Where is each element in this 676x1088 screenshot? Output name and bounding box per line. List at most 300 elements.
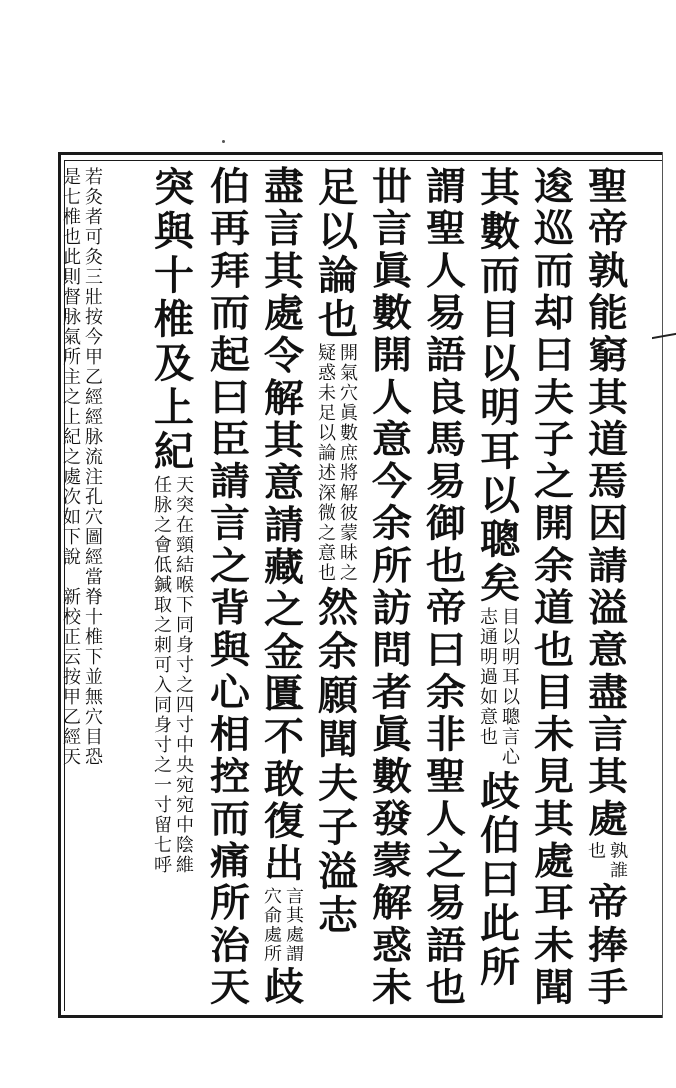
main-char: 易	[426, 459, 466, 505]
main-char: 謂	[426, 164, 466, 210]
note-char: 志	[480, 607, 498, 628]
note-char: 如	[480, 687, 498, 708]
note-char: 圖	[85, 527, 103, 548]
note-char: 椎	[85, 627, 103, 648]
note-char: 處	[264, 925, 282, 946]
note-char: 天	[176, 475, 194, 496]
note-char: 脉	[85, 427, 103, 448]
note-char: 寸	[154, 795, 172, 816]
commentary-line	[317, 344, 337, 584]
note-char: 解	[340, 483, 358, 504]
main-char: 請	[588, 543, 628, 589]
main-char: 言	[588, 712, 628, 758]
main-char: 盡	[588, 669, 628, 715]
main-char: 也	[534, 627, 574, 673]
note-char: 中	[176, 815, 194, 836]
main-char: 余	[318, 628, 358, 675]
main-char: 解	[372, 880, 412, 926]
note-char: 乙	[85, 367, 103, 388]
main-char: 上	[154, 384, 194, 431]
main-char: 問	[372, 627, 412, 673]
note-char: 脉	[154, 495, 172, 516]
note-char: 身	[154, 715, 172, 736]
main-char: 矣	[480, 560, 520, 607]
note-char: 喉	[176, 575, 194, 596]
main-char: 也	[318, 296, 358, 343]
commentary-line	[62, 168, 82, 768]
note-char: 寸	[176, 715, 194, 736]
note-char: 氣	[63, 327, 81, 348]
main-text-segment	[369, 166, 415, 1009]
main-char: 請	[210, 459, 250, 505]
note-char: 以	[318, 423, 336, 444]
main-char: 以	[480, 472, 520, 519]
main-char: 蒙	[372, 838, 412, 884]
main-char: 開	[372, 332, 412, 378]
note-char: 以	[502, 627, 520, 648]
note-char: 宛	[176, 795, 194, 816]
main-char: 余	[372, 501, 412, 547]
note-char: 者	[85, 207, 103, 228]
note-char: 也	[588, 841, 606, 862]
main-char: 請	[264, 502, 304, 548]
note-char: 意	[480, 707, 498, 728]
main-char: 聞	[534, 964, 574, 1010]
main-char: 耳	[534, 880, 574, 926]
text-column	[585, 166, 631, 1009]
note-char: 意	[318, 543, 336, 564]
main-char: 聞	[318, 716, 358, 763]
main-char: 數	[480, 208, 520, 255]
main-char: 椎	[154, 296, 194, 343]
main-char: 足	[318, 164, 358, 211]
note-char: 灸	[85, 187, 103, 208]
main-char: 盡	[264, 164, 304, 210]
main-char: 孰	[588, 248, 628, 294]
commentary-block	[153, 476, 195, 876]
main-text-segment	[315, 586, 361, 938]
main-char: 其	[264, 418, 304, 464]
main-char: 其	[534, 796, 574, 842]
note-char: 取	[154, 595, 172, 616]
note-char: 無	[85, 687, 103, 708]
main-char: 曰	[480, 856, 520, 903]
note-char: 也	[63, 227, 81, 248]
main-char: 因	[588, 501, 628, 547]
main-char: 相	[210, 712, 250, 758]
main-char: 明	[480, 384, 520, 431]
note-char: 注	[85, 467, 103, 488]
note-char: 結	[176, 555, 194, 576]
note-char: 低	[154, 555, 172, 576]
main-char: 道	[534, 585, 574, 631]
main-char: 耳	[480, 428, 520, 475]
main-char: 手	[588, 964, 628, 1010]
main-char: 歧	[264, 964, 304, 1010]
main-char: 之	[264, 587, 304, 633]
main-char: 與	[210, 627, 250, 673]
text-column	[315, 166, 361, 938]
main-char: 今	[372, 459, 412, 505]
main-char: 丗	[372, 164, 412, 210]
note-char: 謂	[286, 944, 304, 965]
note-char: 下	[176, 595, 194, 616]
main-char: 而	[480, 252, 520, 299]
main-char: 捧	[588, 922, 628, 968]
note-char: 恐	[85, 747, 103, 768]
main-char: 馬	[426, 416, 466, 463]
main-char: 天	[210, 964, 250, 1010]
main-char: 而	[210, 290, 250, 336]
note-char: 過	[480, 667, 498, 688]
main-char: 良	[426, 374, 466, 420]
main-char: 伯	[480, 812, 520, 859]
note-char: 之	[154, 515, 172, 536]
note-char: 在	[176, 515, 194, 536]
main-char: 言	[210, 501, 250, 547]
note-char: 身	[176, 635, 194, 656]
main-char: 意	[372, 416, 412, 463]
main-char: 控	[210, 754, 250, 800]
main-char: 焉	[588, 459, 628, 505]
main-char: 與	[154, 208, 194, 255]
note-char: 呼	[154, 855, 172, 876]
note-char: 新	[63, 587, 81, 608]
main-char: 所	[372, 543, 412, 589]
note-char: 下	[85, 647, 103, 668]
main-char: 處	[588, 796, 628, 842]
main-char: 其	[480, 164, 520, 211]
main-char: 余	[534, 543, 574, 589]
note-char: 如	[63, 507, 81, 528]
main-char: 其	[588, 754, 628, 800]
note-char: 同	[176, 615, 194, 636]
commentary-line	[153, 476, 173, 876]
main-char: 願	[318, 672, 358, 719]
note-char: 將	[340, 463, 358, 484]
note-char: 十	[85, 607, 103, 628]
main-char: 目	[534, 669, 574, 715]
main-char: 此	[480, 900, 520, 947]
main-char: 十	[154, 252, 194, 299]
note-char: 督	[63, 287, 81, 308]
commentary-line	[285, 888, 305, 965]
main-char: 而	[210, 796, 250, 842]
note-char: 目	[502, 607, 520, 628]
note-char: 言	[286, 886, 304, 907]
note-char: 正	[63, 627, 81, 648]
note-char: 耳	[502, 667, 520, 688]
note-char: 若	[85, 167, 103, 188]
note-char: 眞	[340, 403, 358, 424]
note-char: 云	[63, 647, 81, 668]
note-char: 之	[154, 615, 172, 636]
main-char: 歧	[480, 768, 520, 815]
note-char: 此	[63, 247, 81, 268]
main-char: 以	[318, 208, 358, 255]
note-char: 氣	[340, 363, 358, 384]
main-char: 所	[210, 880, 250, 926]
note-char: 以	[502, 687, 520, 708]
main-char: 却	[534, 290, 574, 336]
note-char: 留	[154, 815, 172, 836]
note-char: 維	[176, 855, 194, 876]
main-char: 眞	[372, 248, 412, 294]
note-char: 下	[63, 527, 81, 548]
note-char: 通	[480, 627, 498, 648]
text-column	[531, 166, 577, 1009]
main-char: 之	[210, 543, 250, 589]
note-char: 述	[318, 463, 336, 484]
text-column	[369, 166, 415, 1009]
note-char: 寸	[154, 735, 172, 756]
note-char: 校	[63, 607, 81, 628]
main-char: 出	[264, 841, 304, 887]
note-char: 開	[340, 343, 358, 364]
main-char: 聖	[588, 164, 628, 210]
page-edge	[662, 152, 676, 1018]
main-char: 起	[210, 332, 250, 378]
main-char: 發	[372, 796, 412, 842]
main-char: 然	[318, 584, 358, 631]
note-char: 經	[85, 387, 103, 408]
note-char: 之	[63, 447, 81, 468]
main-char: 帝	[426, 585, 466, 631]
main-char: 也	[426, 543, 466, 589]
main-char: 伯	[210, 164, 250, 210]
text-column	[423, 166, 469, 1009]
main-char: 紀	[154, 428, 194, 475]
note-char: 可	[85, 227, 103, 248]
note-char: 之	[340, 563, 358, 584]
main-char: 夫	[318, 760, 358, 807]
main-char: 目	[480, 296, 520, 343]
note-char: 宛	[176, 775, 194, 796]
main-char: 窮	[588, 332, 628, 378]
note-char: 論	[318, 443, 336, 464]
note-char: 央	[176, 755, 194, 776]
main-text-segment	[207, 166, 253, 1009]
note-char: 誰	[610, 860, 628, 881]
note-char: 頸	[176, 535, 194, 556]
note-char: 七	[154, 835, 172, 856]
text-column	[477, 166, 523, 990]
text-column	[261, 166, 307, 1009]
main-char: 心	[210, 669, 250, 715]
main-text-segment	[531, 166, 577, 1009]
note-char: 俞	[264, 905, 282, 926]
commentary-line	[501, 608, 521, 768]
note-char: 之	[176, 675, 194, 696]
main-char: 之	[426, 838, 466, 884]
main-char: 處	[264, 291, 304, 337]
main-text-segment	[585, 166, 631, 840]
main-char: 及	[154, 340, 194, 387]
main-char: 數	[372, 754, 412, 800]
main-char: 人	[426, 248, 466, 294]
main-char: 之	[534, 459, 574, 505]
main-char: 易	[426, 880, 466, 926]
commentary-line	[263, 888, 283, 965]
note-char: 穴	[264, 886, 282, 907]
main-char: 聰	[480, 516, 520, 563]
commentary-line	[479, 608, 499, 768]
main-char: 人	[372, 374, 412, 420]
note-char: 椎	[63, 207, 81, 228]
note-char: 入	[154, 675, 172, 696]
note-char: 孰	[610, 841, 628, 862]
main-char: 所	[480, 944, 520, 991]
main-char: 未	[372, 964, 412, 1010]
note-char: 穴	[85, 507, 103, 528]
note-char: 四	[176, 695, 194, 716]
note-char: 心	[502, 747, 520, 768]
note-char: 明	[502, 647, 520, 668]
note-char: 當	[85, 567, 103, 588]
main-char: 突	[154, 164, 194, 211]
commentary-line	[587, 842, 607, 880]
note-char: 昧	[340, 543, 358, 564]
main-text-segment	[315, 166, 361, 342]
main-char: 訪	[372, 585, 412, 631]
note-char: 陰	[176, 835, 194, 856]
main-char: 逡	[534, 164, 574, 210]
note-char: 彼	[340, 503, 358, 524]
note-char: 孔	[85, 487, 103, 508]
main-char: 治	[210, 922, 250, 968]
main-char: 復	[264, 798, 304, 845]
main-char: 未	[534, 922, 574, 968]
main-char: 志	[318, 892, 358, 939]
note-char: 灸	[85, 247, 103, 268]
note-char: 也	[318, 563, 336, 584]
text-column	[207, 166, 253, 1009]
note-char: 中	[176, 735, 194, 756]
main-char: 者	[372, 669, 412, 715]
main-char: 拜	[210, 248, 250, 294]
commentary-line	[609, 842, 629, 880]
main-char: 言	[264, 206, 304, 252]
note-char: 庶	[340, 443, 358, 464]
main-text-segment	[261, 966, 307, 1008]
main-char: 非	[426, 712, 466, 758]
main-char: 言	[372, 206, 412, 252]
note-char: 所	[63, 347, 81, 368]
main-char: 子	[318, 804, 358, 851]
note-char: 甲	[85, 347, 103, 368]
note-char: 三	[85, 267, 103, 288]
main-char: 處	[534, 838, 574, 884]
main-text-segment	[585, 880, 631, 1010]
main-char: 夫	[534, 374, 574, 420]
note-char: 上	[63, 407, 81, 428]
commentary-block	[479, 608, 521, 768]
note-char: 穴	[340, 383, 358, 404]
main-char: 聖	[426, 754, 466, 800]
main-text-segment	[261, 166, 307, 886]
note-char: 處	[63, 467, 81, 488]
commentary-block	[263, 888, 305, 965]
main-char: 開	[534, 501, 574, 547]
text-column	[62, 166, 104, 770]
commentary-line	[84, 168, 104, 768]
note-char: 深	[318, 483, 336, 504]
main-char: 以	[480, 340, 520, 387]
commentary-block	[317, 344, 359, 584]
note-char: 寸	[176, 655, 194, 676]
note-char: 紀	[63, 427, 81, 448]
main-text-segment	[477, 770, 523, 990]
note-char: 脉	[63, 307, 81, 328]
note-char: 流	[85, 447, 103, 468]
main-char: 也	[426, 964, 466, 1010]
main-char: 背	[210, 585, 250, 631]
main-text-segment	[151, 166, 197, 474]
main-text-segment	[423, 166, 469, 1009]
main-char: 未	[534, 712, 574, 758]
main-char: 意	[588, 627, 628, 673]
main-char: 敢	[264, 756, 304, 802]
note-char: 並	[85, 667, 103, 688]
note-char: 疑	[318, 343, 336, 364]
main-text-segment	[477, 166, 523, 606]
note-char	[62, 568, 82, 588]
main-char: 其	[264, 248, 304, 294]
commentary-line	[175, 476, 195, 876]
note-char: 壯	[85, 287, 103, 308]
note-char: 則	[63, 267, 81, 288]
note-char: 蒙	[340, 523, 358, 544]
note-char: 主	[63, 367, 81, 388]
main-char: 意	[264, 460, 304, 506]
note-char: 明	[480, 647, 498, 668]
commentary-block	[62, 168, 104, 768]
note-char: 未	[318, 383, 336, 404]
note-char: 甲	[63, 687, 81, 708]
note-char: 微	[318, 503, 336, 524]
commentary-block	[587, 842, 629, 880]
main-char: 數	[372, 290, 412, 336]
note-char: 天	[63, 747, 81, 768]
main-char: 其	[588, 374, 628, 420]
main-char: 臣	[210, 416, 250, 463]
ink-speck	[222, 140, 225, 143]
note-char: 之	[154, 755, 172, 776]
main-char: 痛	[210, 838, 250, 884]
note-char: 穴	[85, 707, 103, 728]
note-char: 可	[154, 655, 172, 676]
note-char: 突	[176, 495, 194, 516]
note-char: 任	[154, 475, 172, 496]
note-char: 按	[63, 667, 81, 688]
main-char: 藏	[264, 545, 304, 591]
main-char: 溢	[318, 848, 358, 895]
main-char: 再	[210, 206, 250, 252]
main-char: 語	[426, 922, 466, 968]
main-char: 曰	[210, 374, 250, 420]
note-char: 足	[318, 403, 336, 424]
main-char: 解	[264, 375, 304, 421]
note-char: 經	[63, 727, 81, 748]
main-char: 金	[264, 629, 304, 675]
note-char: 惑	[318, 363, 336, 384]
main-char: 能	[588, 290, 628, 336]
note-char: 乙	[63, 707, 81, 728]
note-char: 會	[154, 535, 172, 556]
note-char: 刺	[154, 635, 172, 656]
note-char: 說	[63, 547, 81, 568]
main-char: 御	[426, 501, 466, 547]
